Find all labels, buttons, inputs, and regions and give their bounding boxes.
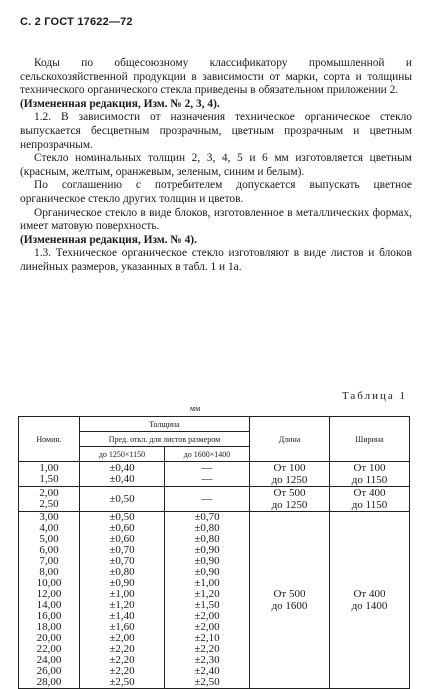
cell-value: ±1,00 [109, 588, 135, 600]
cell-deviation-a [80, 512, 165, 689]
cell-nominal [19, 487, 80, 512]
cell-deviation-b [165, 462, 250, 487]
cell-length [250, 462, 330, 487]
cell-value: — [201, 492, 213, 505]
cell-value: ±0,70 [194, 511, 220, 523]
cell-value: 14,00 [36, 599, 62, 611]
cell-value: до 1600 [271, 600, 308, 612]
cell-value: 8,00 [39, 566, 59, 578]
cell-value: ±2,20 [194, 643, 220, 655]
cell-deviation-a [80, 462, 165, 487]
cell-value: ±2,50 [109, 676, 135, 688]
header-size-a: до 1250×1150 [80, 447, 165, 462]
cell-deviation-a [80, 487, 165, 512]
cell-value: От 100 [353, 462, 386, 474]
cell-value: От 500 [273, 487, 306, 499]
cell-value: 4,00 [39, 522, 59, 534]
cell-value: ±0,40 [109, 473, 135, 485]
table-unit: мм [190, 404, 201, 413]
cell-deviation-b [165, 487, 250, 512]
cell-value: ±2,10 [194, 632, 220, 644]
cell-value: ±0,60 [109, 533, 135, 545]
cell-value: ±2,50 [194, 676, 220, 688]
cell-value: 22,00 [36, 643, 62, 655]
cell-value: до 1250 [271, 499, 308, 511]
body-text [20, 57, 412, 275]
header-deviation: Пред. откл. для листов размером [80, 432, 250, 447]
cell-value: ±2,00 [194, 610, 220, 622]
cell-value: 6,00 [39, 544, 59, 556]
cell-value: ±2,20 [109, 665, 135, 677]
table-body [19, 462, 410, 689]
cell-value: 16,00 [36, 610, 62, 622]
cell-value: ±0,80 [109, 566, 135, 578]
cell-value: ±2,00 [109, 632, 135, 644]
cell-deviation-b [165, 512, 250, 689]
cell-value: ±2,20 [109, 654, 135, 666]
amendment-note-1: (Измененная редакция, Изм. № 2, 3, 4). [20, 97, 220, 110]
cell-value: до 1250 [271, 474, 308, 486]
cell-value: ±0,40 [109, 462, 135, 474]
table-row [19, 512, 410, 689]
cell-value: ±1,00 [194, 577, 220, 589]
cell-value: ±1,60 [109, 621, 135, 633]
page-header: С. 2 ГОСТ 17622—72 [20, 16, 133, 28]
cell-value: ±2,30 [194, 654, 220, 666]
paragraph-1-2: 1.2. В зависимости от назначения техническое органическое стекло выпускается бесцветным прозрачным, цветным прозрачным и цветным непрозрачным. [20, 111, 412, 151]
cell-length [250, 487, 330, 512]
table-caption: Таблица 1 [341, 390, 407, 402]
cell-nominal [19, 512, 80, 689]
cell-value: От 400 [353, 588, 386, 600]
cell-value: ±0,80 [194, 533, 220, 545]
cell-value: От 100 [273, 462, 306, 474]
cell-value: ±1,20 [194, 588, 220, 600]
cell-nominal [19, 462, 80, 487]
header-size-b: до 1600×1400 [165, 447, 250, 462]
cell-value: 7,00 [39, 555, 59, 567]
cell-value: ±0,70 [109, 555, 135, 567]
header-nominal: Номин. [19, 417, 80, 462]
paragraph-colors: Стекло номинальных толщин 2, 3, 4, 5 и 6 мм изготовляется цветным (красным, желтым, оранжевым, зеленым, синим и белым). [20, 152, 412, 178]
cell-value: От 500 [273, 588, 306, 600]
cell-value: 10,00 [36, 577, 62, 589]
cell-value: 3,00 [39, 511, 59, 523]
paragraph-codes: Коды по общесоюзному классификатору промышленной и сельскохозяйственной продукции в зависимости от марки, сорта и толщины технического органического стекла приведены в обязательном приложении 2. [20, 57, 412, 97]
cell-width [330, 462, 410, 487]
cell-value: ±0,50 [109, 511, 135, 523]
cell-value: 28,00 [36, 676, 62, 688]
cell-value: ±2,40 [194, 665, 220, 677]
cell-value: — [201, 462, 213, 474]
cell-value: ±2,00 [194, 621, 220, 633]
table-row [19, 462, 410, 487]
cell-value: От 400 [353, 487, 386, 499]
amendment-note-2: (Измененная редакция, Изм. № 4). [20, 233, 197, 246]
cell-value: ±0,80 [194, 522, 220, 534]
cell-value: ±0,90 [194, 566, 220, 578]
cell-width [330, 512, 410, 689]
cell-value: ±0,90 [194, 555, 220, 567]
cell-value: ±0,90 [109, 577, 135, 589]
cell-length [250, 512, 330, 689]
header-thickness: Толщина [80, 417, 250, 432]
cell-value: до 1150 [351, 474, 388, 486]
cell-value: 2,00 [39, 487, 59, 499]
cell-value: до 1150 [351, 499, 388, 511]
cell-value: ±0,50 [109, 492, 135, 505]
cell-value: 1,00 [39, 462, 59, 474]
cell-value: ±0,70 [109, 544, 135, 556]
cell-value: ±0,90 [194, 544, 220, 556]
cell-value: 24,00 [36, 654, 62, 666]
cell-value: 18,00 [36, 621, 62, 633]
cell-value: 20,00 [36, 632, 62, 644]
cell-value: 12,00 [36, 588, 62, 600]
paragraph-1-3: 1.3. Техническое органическое стекло изготовляют в виде листов и блоков линейных размеров, указанных в табл. 1 и 1а. [20, 247, 412, 273]
cell-value: ±2,20 [109, 643, 135, 655]
cell-value: ±0,60 [109, 522, 135, 534]
cell-value: 2,50 [39, 498, 59, 510]
cell-value: ±1,40 [109, 610, 135, 622]
table-row [19, 487, 410, 512]
cell-value: — [201, 473, 213, 485]
cell-value: до 1400 [351, 600, 388, 612]
paragraph-agreement: По соглашению с потребителем допускается выпускать цветное органическое стекло других толщин и цветов. [20, 179, 412, 205]
cell-value: ±1,50 [194, 599, 220, 611]
header-length: Длина [250, 417, 330, 462]
header-width: Ширина [330, 417, 410, 462]
cell-value: 26,00 [36, 665, 62, 677]
cell-value: 1,50 [39, 473, 59, 485]
cell-value: 5,00 [39, 533, 59, 545]
paragraph-blocks: Органическое стекло в виде блоков, изготовленное в металлических формах, имеет матовую поверхность. [20, 206, 412, 233]
cell-width [330, 487, 410, 512]
thickness-table [18, 416, 410, 689]
cell-value: ±1,20 [109, 599, 135, 611]
